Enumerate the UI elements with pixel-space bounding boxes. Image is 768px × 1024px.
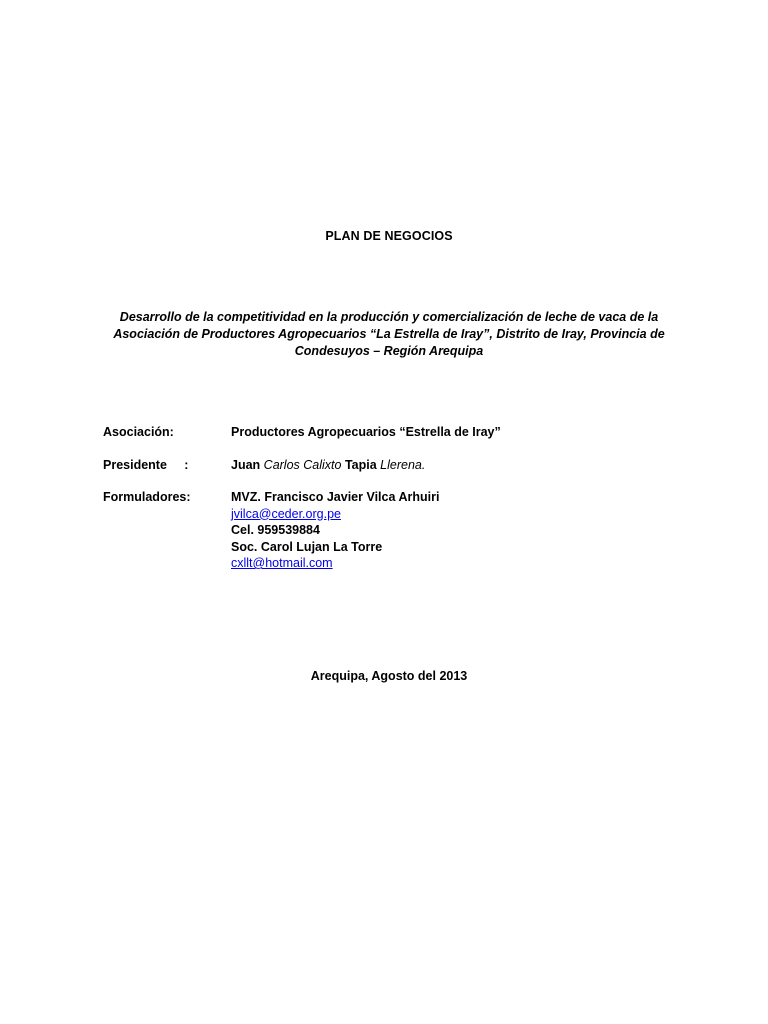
presidente-surname: Tapia xyxy=(344,458,377,472)
presidente-first-name: Juan xyxy=(231,458,261,472)
formulador-1-name: MVZ. Francisco Javier Vilca Arhuiri xyxy=(231,490,440,504)
subtitle-line-1: Desarrollo de la competitividad en la producción y comercialización de leche de vaca de la xyxy=(119,310,659,324)
presidente-value xyxy=(231,457,425,474)
formulador-1-phone: Cel. 959539884 xyxy=(231,523,320,537)
presidente-label: Presidente : xyxy=(103,458,189,472)
formulador-2-email-link[interactable]: cxllt@hotmail.com xyxy=(231,556,333,570)
formulador-2-name: Soc. Carol Lujan La Torre xyxy=(231,539,383,554)
document-subtitle xyxy=(110,309,668,360)
formuladores-value xyxy=(231,489,439,572)
document-title: PLAN DE NEGOCIOS xyxy=(325,229,453,243)
subtitle-line-2: Asociación de Productores Agropecuarios “La Estrella de Iray”, Distrito de Iray, Provincia de xyxy=(113,327,665,341)
presidente-second-surname: Llerena. xyxy=(376,458,426,472)
asociacion-label: Asociación: xyxy=(103,425,174,439)
place-date: Arequipa, Agosto del 2013 xyxy=(310,669,468,683)
formuladores-label: Formuladores: xyxy=(103,490,191,504)
asociacion-value: Productores Agropecuarios “Estrella de Iray” xyxy=(231,425,501,439)
subtitle-line-3: Condesuyos – Región Arequipa xyxy=(294,344,484,358)
formulador-1-email-link[interactable]: jvilca@ceder.org.pe xyxy=(231,506,341,521)
presidente-middle-names: Carlos Calixto xyxy=(260,458,345,472)
